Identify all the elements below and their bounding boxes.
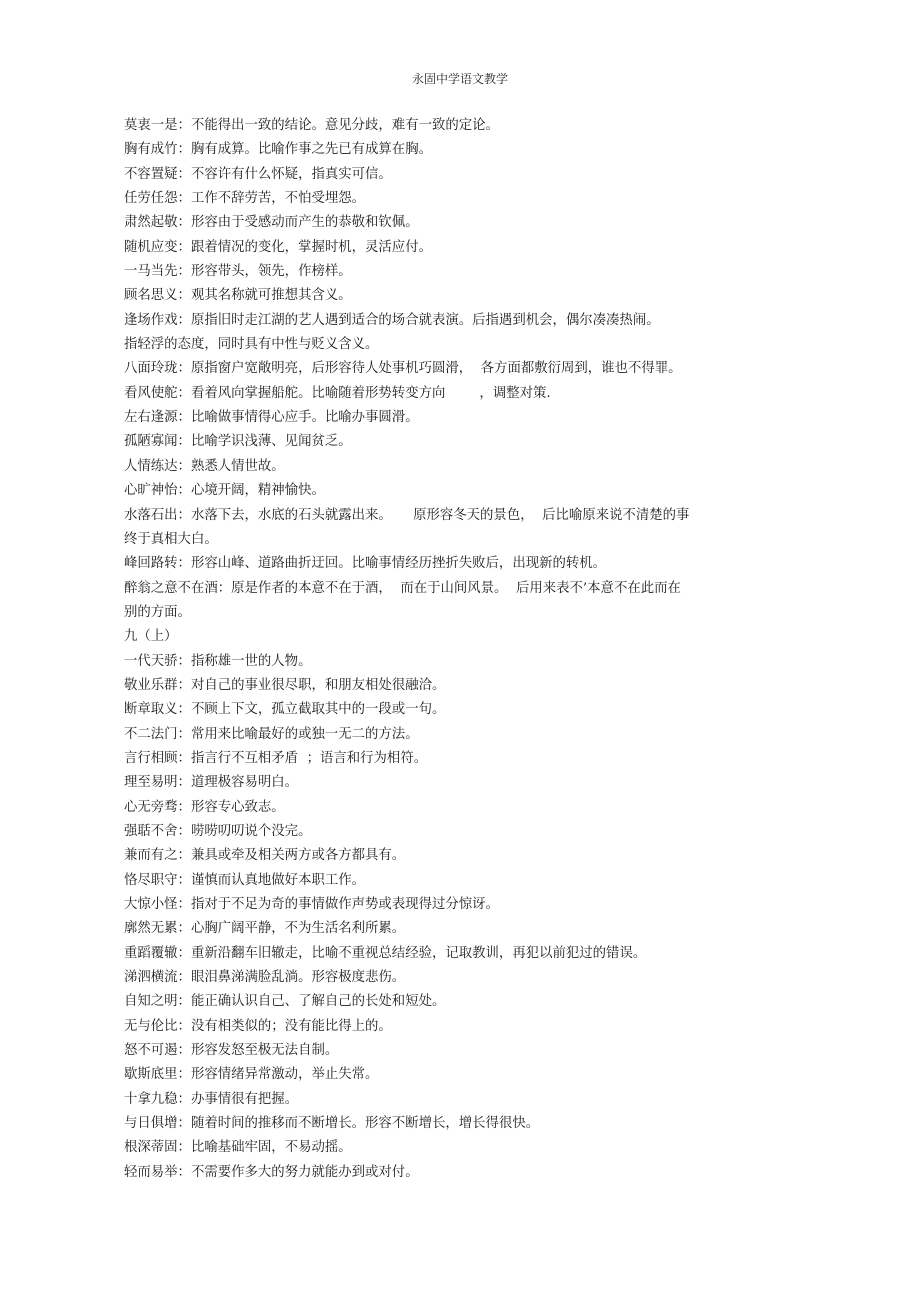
text-line: 一马当先：形容带头，领先，作榜样。 [124,264,352,280]
text-line: 心无旁骛：形容专心致志。 [124,799,285,815]
text-line: 心旷神怡：心境开阔，精神愉快。 [124,483,325,499]
text-line: 看风使舵：看着风向掌握船舵。比喻随着形势转变方向 ，调整对策. [124,385,551,401]
text-line: 根深蒂固：比喻基础牢固，不易动摇。 [124,1140,352,1156]
text-line: 怒不可遏：形容发怒至极无法自制。 [124,1043,339,1059]
text-line: 理至易明：道理极容易明白。 [124,775,299,791]
text-line: 人情练达：熟悉人情世故。 [124,458,285,474]
text-line: 歇斯底里：形容情绪异常激动，举止失常。 [124,1067,379,1083]
text-line: 胸有成竹：胸有成算。比喻作事之先已有成算在胸。 [124,142,432,158]
text-line: 随机应变：跟着情况的变化，掌握时机，灵活应付。 [124,239,432,255]
text-line: 自知之明：能正确认识自己、了解自己的长处和短处。 [124,994,446,1010]
text-line: 言行相顾：指言行不互相矛盾 ；语言和行为相符。 [124,750,428,766]
text-line: 廓然无累：心胸广阔平静，不为生活名利所累。 [124,921,406,937]
text-line: 终于真相大白。 [124,531,218,547]
text-line: 轻而易举：不需要作多大的努力就能办到或对付。 [124,1164,419,1180]
text-line: 逢场作戏：原指旧时走江湖的艺人遇到适合的场合就表演。后指遇到机会，偶尔凑凑热闹。 [124,312,660,328]
text-line: 孤陋寡闻：比喻学识浅薄、见闻贫乏。 [124,434,352,450]
text-line: 敬业乐群：对自己的事业很尽职，和朋友相处很融洽。 [124,677,446,693]
text-line: 不容置疑：不容许有什么怀疑，指真实可信。 [124,166,392,182]
text-line: 重蹈覆辙：重新沿翻车旧辙走，比喻不重视总结经验，记取教训，再犯以前犯过的错误。 [124,945,647,961]
text-line: 与日俱增：随着时间的推移而不断增长。形容不断增长，增长得很快。 [124,1116,540,1132]
text-line: 水落石出：水落下去，水底的石头就露出来。 原形容冬天的景色， 后比喻原来说不清楚的事 [124,507,690,523]
text-line: 指轻浮的态度，同时具有中性与贬义含义。 [124,337,379,353]
text-line: 肃然起敬：形容由于受感动而产生的恭敬和钦佩。 [124,215,419,231]
text-line: 任劳任怨：工作不辞劳苦，不怕受埋怨。 [124,191,366,207]
page-header: 永固中学语文教学 [411,72,508,86]
text-line: 左右逢源：比喻做事情得心应手。比喻办事圆滑。 [124,410,419,426]
text-line: 大惊小怪：指对于不足为奇的事情做作声势或表现得过分惊讶。 [124,897,499,912]
text-line: 莫衷一是：不能得出一致的结论。意见分歧，难有一致的定论。 [124,118,499,133]
text-line: 恪尽职守：谨慎而认真地做好本职工作。 [124,872,366,888]
text-line: 兼而有之：兼具或牵及相关两方或各方都具有。 [124,848,406,864]
text-line: 八面玲珑：原指窗户宽敞明亮，后形容待人处事机巧圆滑， 各方面都敷衍周到，谁也不得罪。 [124,361,682,377]
text-line: 不二法门：常用来比喻最好的或独一无二的方法。 [124,726,419,742]
text-line: 十拿九稳：办事情很有把握。 [124,1091,299,1107]
text-line: 峰回路转：形容山峰、道路曲折迂回。比喻事情经历挫折失败后，出现新的转机。 [124,556,607,572]
text-line: 断章取义：不顾上下文，孤立截取其中的一段或一句。 [124,702,446,718]
text-line: 无与伦比：没有相类似的；没有能比得上的。 [124,1018,392,1034]
text-line: 醉翁之意不在酒：原是作者的本意不在于酒， 而在于山间风景。 后用来表不’本意不在此而在 [124,580,681,596]
section-heading: 九（上） [124,629,178,645]
text-line: 强聒不舍：唠唠叨叨说个没完。 [124,823,312,839]
text-line: 别的方面。 [124,604,191,620]
text-line: 一代天骄：指称雄一世的人物。 [124,653,312,669]
text-line: 顾名思义：观其名称就可推想其含义。 [124,288,352,304]
text-line: 涕泗横流：眼泪鼻涕满脸乱淌。形容极度悲伤。 [124,970,406,986]
document-body [124,114,784,1185]
